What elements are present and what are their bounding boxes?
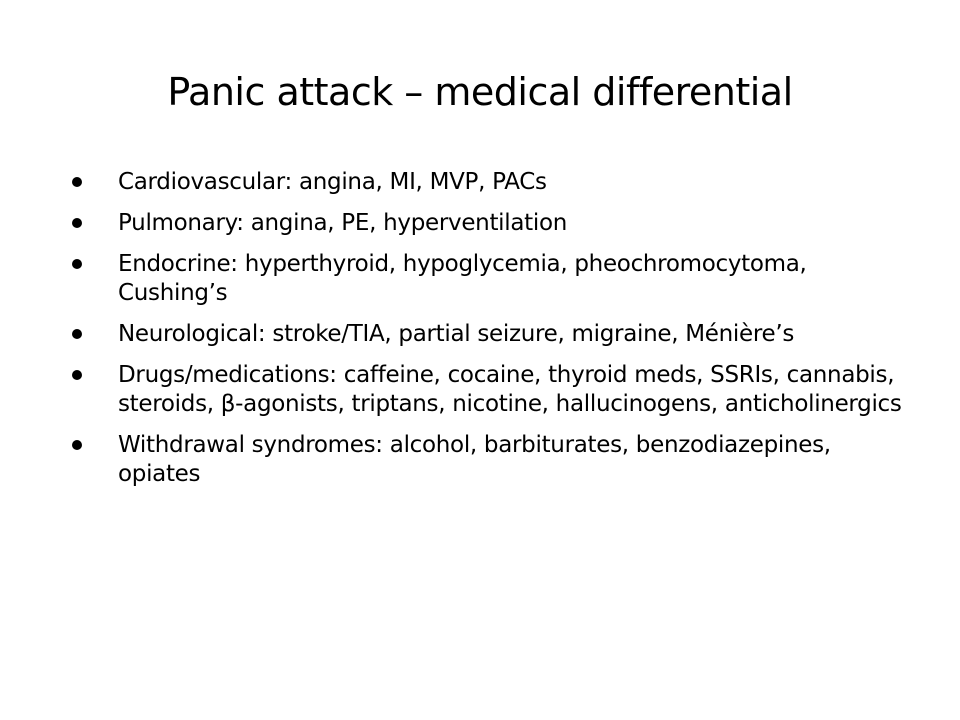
bullet-list (72, 168, 912, 501)
bullet-item-cardiovascular (72, 168, 912, 197)
bullet-icon (72, 218, 82, 228)
bullet-text: Pulmonary: angina, PE, hyperventilation (118, 210, 567, 236)
bullet-icon (72, 329, 82, 339)
bullet-item-pulmonary (72, 209, 912, 238)
bullet-item-endocrine (72, 250, 912, 308)
bullet-item-neurological (72, 320, 912, 349)
bullet-item-withdrawal (72, 431, 912, 489)
bullet-text: Withdrawal syndromes: alcohol, barbiturates, benzodiazepines, opiates (118, 432, 831, 487)
bullet-text: Drugs/medications: caffeine, cocaine, thyroid meds, SSRIs, cannabis, steroids, β-agonists, triptans, nicotine, hallucinogens, anticholinergics (118, 362, 902, 417)
bullet-text: Neurological: stroke/TIA, partial seizure, migraine, Ménière’s (118, 321, 795, 347)
slide-title: Panic attack – medical differential (167, 70, 793, 114)
bullet-item-drugs (72, 361, 912, 419)
bullet-icon (72, 259, 82, 269)
bullet-icon (72, 370, 82, 380)
bullet-text: Cardiovascular: angina, MI, MVP, PACs (118, 169, 547, 195)
bullet-icon (72, 177, 82, 187)
bullet-text: Endocrine: hyperthyroid, hypoglycemia, pheochromocytoma, Cushing’s (118, 251, 807, 306)
bullet-icon (72, 440, 82, 450)
